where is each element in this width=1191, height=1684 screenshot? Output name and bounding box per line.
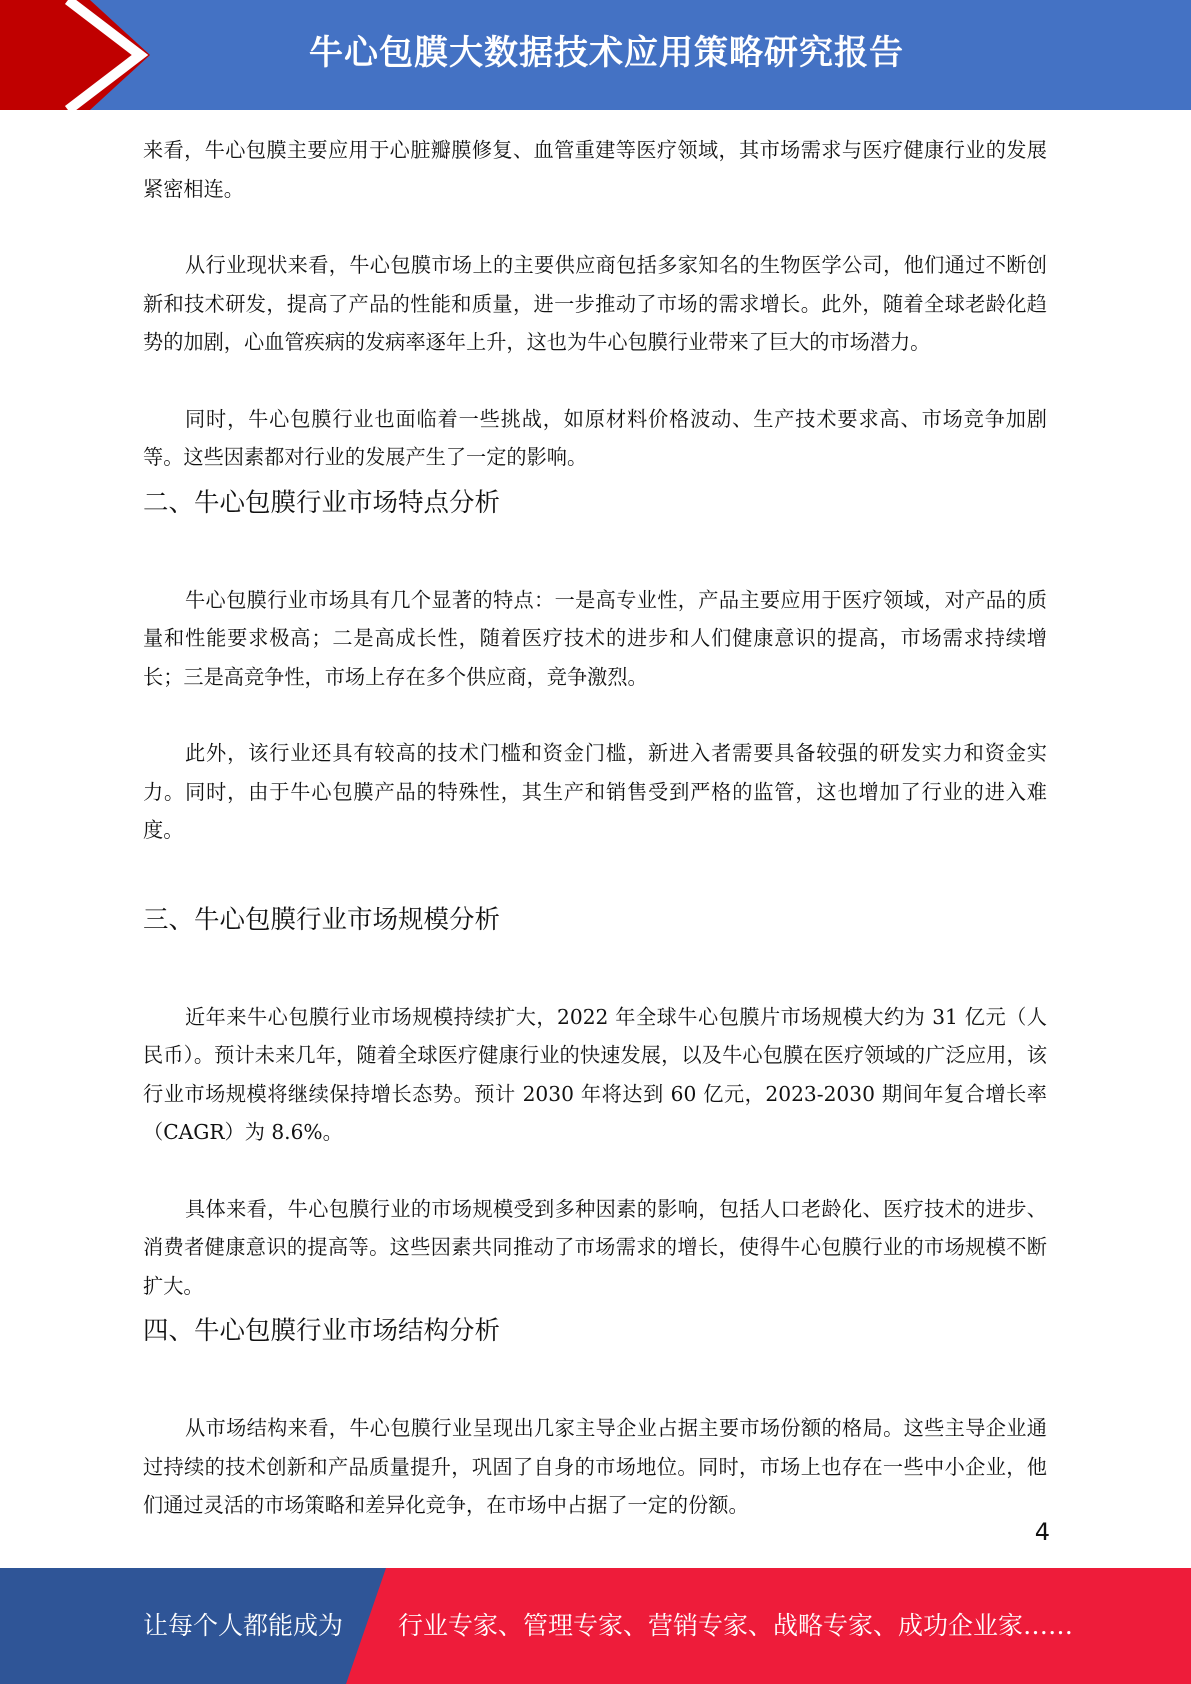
paragraph: 来看，牛心包膜主要应用于心脏瓣膜修复、血管重建等医疗领域，其市场需求与医疗健康行业的发展紧密相连。 xyxy=(143,138,1047,201)
page-header xyxy=(0,0,1191,110)
report-title: 牛心包膜大数据技术应用策略研究报告 xyxy=(309,33,904,73)
paragraph: 同时，牛心包膜行业也面临着一些挑战，如原材料价格波动、生产技术要求高、市场竞争加剧等。这些因素都对行业的发展产生了一定的影响。 xyxy=(143,406,1047,469)
paragraph: 近年来牛心包膜行业市场规模持续扩大，2022 年全球牛心包膜片市场规模大约为 31 亿元（人民币）。预计未来几年，随着全球医疗健康行业的快速发展，以及牛心包膜在医疗领域的广泛应用，该行业市场规模将继续保持增长态势。预计 2030 年将达到 60 亿元，2023-2030 期间年复合增长率（CAGR）为 8.6%。 xyxy=(143,1004,1047,1144)
footer-slogan-right: 行业专家、管理专家、营销专家、战略专家、成功企业家…… xyxy=(398,1611,1074,1640)
section-heading: 四、牛心包膜行业市场结构分析 xyxy=(143,1316,501,1346)
section-heading: 三、牛心包膜行业市场规模分析 xyxy=(143,904,501,935)
section-heading: 二、牛心包膜行业市场特点分析 xyxy=(143,487,501,518)
section-intro-continuation xyxy=(143,131,1047,477)
footer-slogan-left: 让每个人都能成为 xyxy=(143,1611,344,1640)
paragraph: 牛心包膜行业市场具有几个显著的特点：一是高专业性，产品主要应用于医疗领域，对产品的质量和性能要求极高；二是高成长性，随着医疗技术的进步和人们健康意识的提高，市场需求持续增长；三是高竞争性，市场上存在多个供应商，竞争激烈。 xyxy=(143,587,1047,689)
section-market-structure xyxy=(143,1311,1047,1525)
page-footer xyxy=(0,1568,1191,1684)
report-body xyxy=(143,131,1047,1525)
section-market-characteristics xyxy=(143,483,1047,850)
paragraph: 此外，该行业还具有较高的技术门槛和资金门槛，新进入者需要具备较强的研发实力和资金实力。同时，由于牛心包膜产品的特殊性，其生产和销售受到严格的监管，这也增加了行业的进入难度。 xyxy=(143,741,1047,842)
paragraph: 从市场结构来看，牛心包膜行业呈现出几家主导企业占据主要市场份额的格局。这些主导企业通过持续的技术创新和产品质量提升，巩固了自身的市场地位。同时，市场上也存在一些中小企业，他们通过灵活的市场策略和差异化竞争，在市场中占据了一定的份额。 xyxy=(143,1416,1047,1517)
paragraph: 从行业现状来看，牛心包膜市场上的主要供应商包括多家知名的生物医学公司，他们通过不断创新和技术研发，提高了产品的性能和质量，进一步推动了市场的需求增长。此外，随着全球老龄化趋势的加剧，心血管疾病的发病率逐年上升，这也为牛心包膜行业带来了巨大的市场潜力。 xyxy=(143,253,1047,354)
paragraph: 具体来看，牛心包膜行业的市场规模受到多种因素的影响，包括人口老龄化、医疗技术的进步、消费者健康意识的提高等。这些因素共同推动了市场需求的增长，使得牛心包膜行业的市场规模不断扩大。 xyxy=(143,1196,1047,1298)
page-number: 4 xyxy=(1034,1518,1050,1546)
section-market-size xyxy=(143,900,1047,1306)
